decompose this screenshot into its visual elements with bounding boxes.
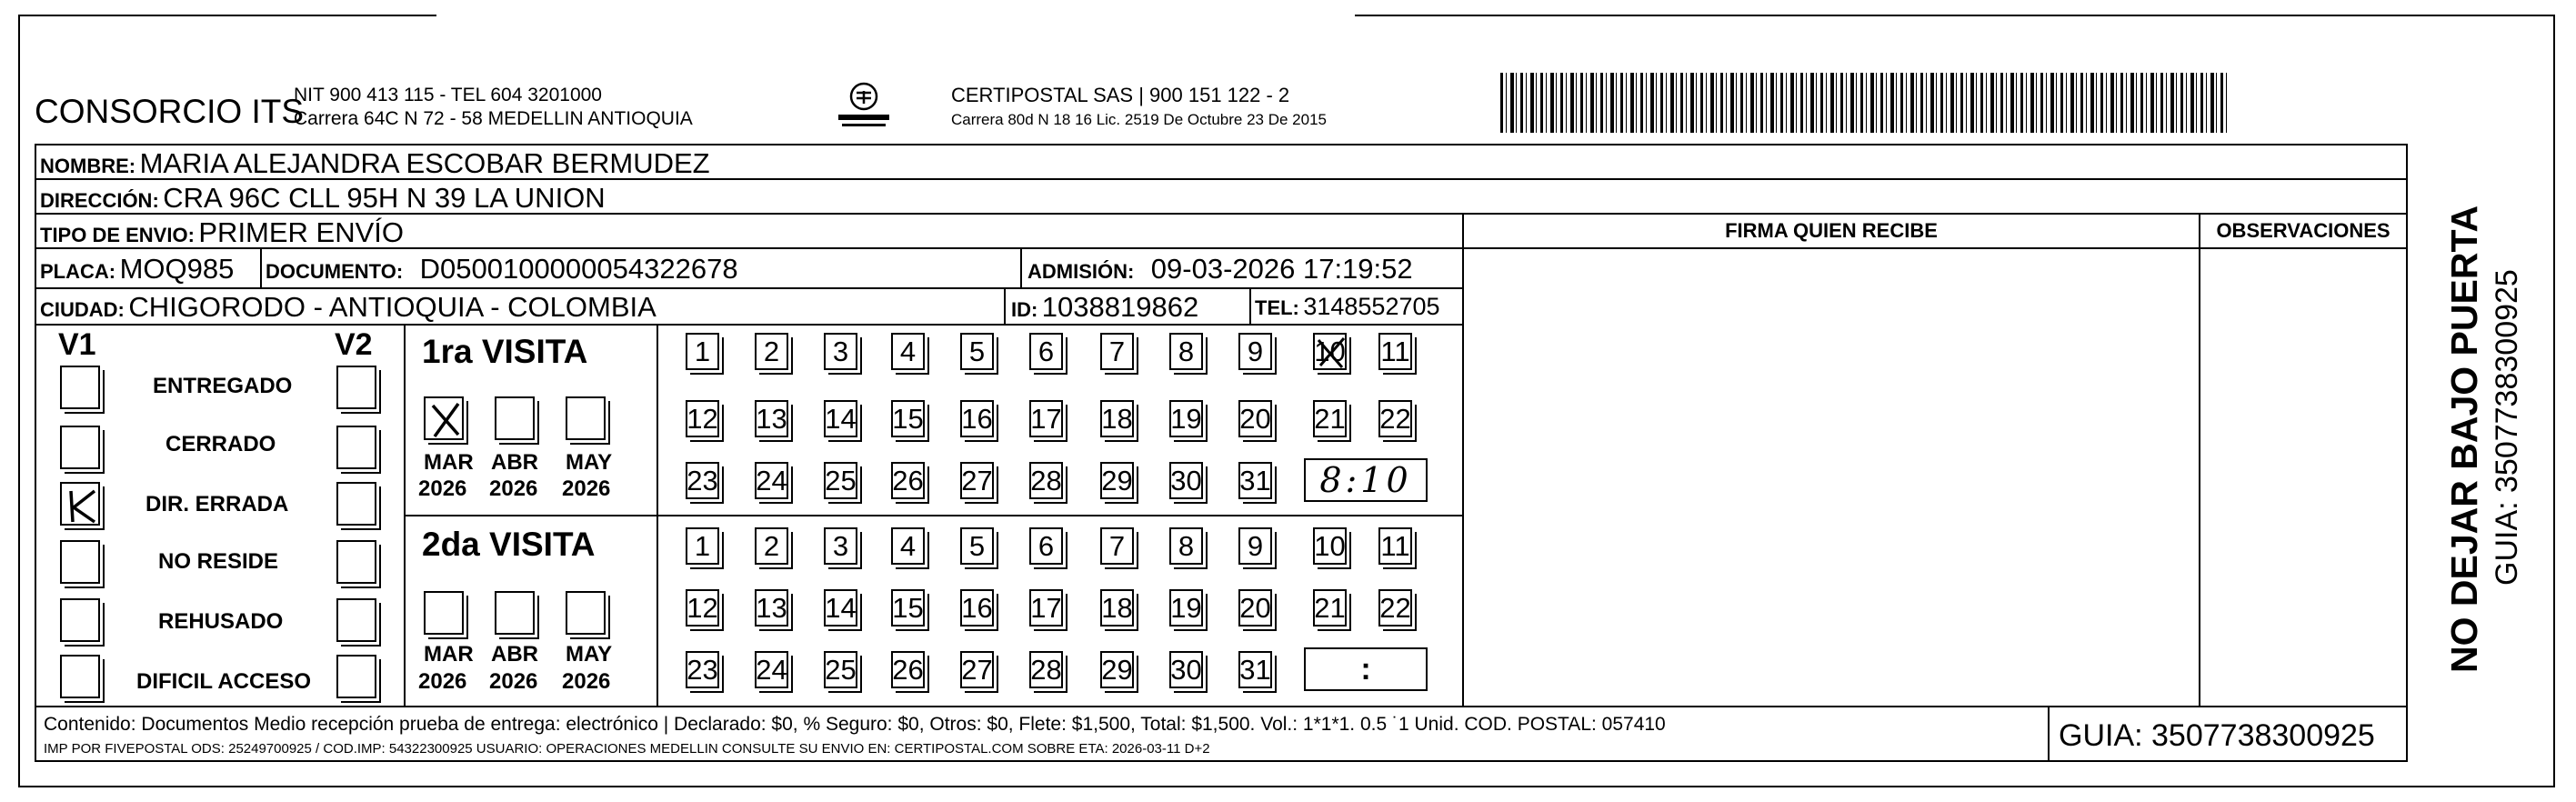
second-visit-day-16[interactable]: 16 [960,589,994,627]
visit-divider [404,515,1464,516]
company-name: CONSORCIO ITS [35,93,305,130]
second-visit-day-31[interactable]: 31 [1238,651,1272,688]
v2-checkbox-entregado[interactable] [336,366,376,409]
documento-cell [266,255,738,283]
second-visit-day-17[interactable]: 17 [1029,589,1063,627]
first-visit-day-13[interactable]: 13 [755,400,788,437]
second-visit-day-14[interactable]: 14 [824,589,857,627]
first-visit-day-3[interactable]: 3 [824,333,857,370]
second-visit-day-27[interactable]: 27 [960,651,994,688]
first-visit-day-8[interactable]: 8 [1169,333,1203,370]
placa-value: MOQ985 [119,253,235,285]
first-visit-day-24[interactable]: 24 [755,462,788,499]
ciudad-value: CHIGORODO - ANTIOQUIA - COLOMBIA [128,291,657,323]
observaciones-header: OBSERVACIONES [2216,219,2391,242]
first-visit-title: 1ra VISITA [422,333,588,370]
first-visit-day-6[interactable]: 6 [1029,333,1063,370]
first-visit-day-12[interactable]: 12 [686,400,719,437]
second-visit-day-23[interactable]: 23 [686,651,719,688]
second-visit-month-abr[interactable] [495,591,535,635]
second-visit-day-21[interactable]: 21 [1313,589,1347,627]
cell-divider [1004,287,1006,324]
check-mark-icon [426,398,466,442]
first-visit-day-28[interactable]: 28 [1029,462,1063,499]
first-visit-day-7[interactable]: 7 [1100,333,1134,370]
first-visit-day-4[interactable]: 4 [891,333,925,370]
footer-contents: Contenido: Documentos Medio recepción prueba de entrega: electrónico | Declarado: $0, % Seguro: $0, Otros: $0, Flete: $1,500, Total: $1,500. Vol.: 1*1*1. 0.5 ˙1 Unid. COD. POSTAL: 057410 [44,714,1666,735]
admision-value: 09-03-2026 17:19:52 [1150,253,1413,285]
cell-divider [1020,247,1022,287]
first-visit-day-5[interactable]: 5 [960,333,994,370]
first-month-may: MAY [566,450,613,475]
first-month-mar: MAR [424,450,474,475]
footer-top-line [35,706,2408,707]
direccion-row [40,184,606,212]
direccion-value: CRA 96C CLL 95H N 39 LA UNION [163,182,606,214]
courier-address: Carrera 80d N 18 16 Lic. 2519 De Octubre 23 De 2015 [951,111,1327,128]
second-visit-day-15[interactable]: 15 [891,589,925,627]
ciudad-label: CIUDAD: [40,298,125,321]
check-mark-icon [62,484,102,527]
footer-print-info: IMP POR FIVEPOSTAL ODS: 25249700925 / COD.IMP: 54322300925 USUARIO: OPERACIONES MEDELLIN CONSULTE SU ENVIO EN: CERTIPOSTAL.COM SOBRE ETA: 2026-03-11 D+2 [44,741,1210,757]
side-guia: GUIA: 3507738300925 [2490,269,2524,586]
second-visit-day-3[interactable]: 3 [824,527,857,565]
second-month-abr: ABR [491,642,538,667]
first-year-mar: 2026 [418,476,467,501]
v1-checkbox-entregado[interactable] [60,366,100,409]
second-visit-day-11[interactable]: 11 [1378,527,1412,565]
barcode [1500,73,2228,133]
second-year-abr: 2026 [489,669,538,694]
nombre-label: NOMBRE: [40,155,136,177]
second-visit-day-7[interactable]: 7 [1100,527,1134,565]
second-visit-month-may[interactable] [566,591,606,635]
first-visit-day-2[interactable]: 2 [755,333,788,370]
documento-label: DOCUMENTO: [266,260,404,283]
firma-header: FIRMA QUIEN RECIBE [1725,219,1938,242]
first-visit-month-abr[interactable] [495,396,535,440]
first-visit-day-27[interactable]: 27 [960,462,994,499]
v1-checkbox-dir-errada[interactable] [60,482,100,526]
second-visit-day-10[interactable]: 10 [1313,527,1347,565]
v2-checkbox-dificil-acceso[interactable] [336,655,376,698]
first-visit-day-19[interactable]: 19 [1169,400,1203,437]
first-visit-day-14[interactable]: 14 [824,400,857,437]
first-visit-day-18[interactable]: 18 [1100,400,1134,437]
first-visit-day-29[interactable]: 29 [1100,462,1134,499]
id-label: ID: [1011,298,1038,321]
company-address: Carrera 64C N 72 - 58 MEDELLIN ANTIOQUIA [294,108,693,129]
second-year-mar: 2026 [418,669,467,694]
side-notice: NO DEJAR BAJO PUERTA [2443,205,2485,673]
admision-label: ADMISIÓN: [1027,260,1135,283]
second-visit-day-19[interactable]: 19 [1169,589,1203,627]
second-visit-day-25[interactable]: 25 [824,651,857,688]
tipo-row [40,218,404,246]
second-month-may: MAY [566,642,613,667]
first-visit-day-20[interactable]: 20 [1238,400,1272,437]
second-visit-day-6[interactable]: 6 [1029,527,1063,565]
top-edge [18,15,436,16]
first-month-abr: ABR [491,450,538,475]
first-visit-day-21[interactable]: 21 [1313,400,1347,437]
ciudad-cell [40,293,657,321]
tel-label: TEL: [1255,296,1299,319]
status-rehusado: REHUSADO [158,609,284,634]
footer-bottom-line [35,760,2408,762]
row-line [1464,247,2408,249]
first-visit-day-23[interactable]: 23 [686,462,719,499]
v2-checkbox-no-reside[interactable] [336,540,376,584]
first-visit-day-15[interactable]: 15 [891,400,925,437]
check-mark-icon [1315,335,1348,372]
second-visit-day-26[interactable]: 26 [891,651,925,688]
second-visit-day-29[interactable]: 29 [1100,651,1134,688]
row-line [35,324,1464,326]
footer-divider [2048,706,2050,762]
main-left-border [35,144,36,762]
nombre-row [40,149,710,177]
first-visit-day-31[interactable]: 31 [1238,462,1272,499]
first-visit-day-17[interactable]: 17 [1029,400,1063,437]
status-entregado: ENTREGADO [153,374,293,398]
first-visit-day-1[interactable]: 1 [686,333,719,370]
first-visit-day-26[interactable]: 26 [891,462,925,499]
v2-checkbox-cerrado[interactable] [336,426,376,469]
status-cerrado: CERRADO [165,432,276,456]
id-cell [1011,293,1198,321]
placa-label: PLACA: [40,260,116,283]
v2-checkbox-dir-errada[interactable] [336,482,376,526]
second-visit-day-2[interactable]: 2 [755,527,788,565]
second-visit-day-28[interactable]: 28 [1029,651,1063,688]
second-year-may: 2026 [562,669,611,694]
second-visit-day-30[interactable]: 30 [1169,651,1203,688]
second-visit-day-5[interactable]: 5 [960,527,994,565]
first-visit-month-mar[interactable] [424,396,464,440]
first-visit-day-9[interactable]: 9 [1238,333,1272,370]
first-visit-time: 8:10 [1319,460,1412,500]
nombre-value: MARIA ALEJANDRA ESCOBAR BERMUDEZ [139,147,710,179]
second-visit-day-4[interactable]: 4 [891,527,925,565]
status-no-reside: NO RESIDE [158,549,279,574]
v1-checkbox-no-reside[interactable] [60,540,100,584]
tel-value: 3148552705 [1303,293,1440,320]
id-value: 1038819862 [1041,291,1199,323]
cell-divider [1249,287,1251,324]
cell-divider [260,247,262,287]
second-visit-title: 2da VISITA [422,526,596,563]
company-nit: NIT 900 413 115 - TEL 604 3201000 [294,85,602,105]
second-visit-day-1[interactable]: 1 [686,527,719,565]
second-visit-day-22[interactable]: 22 [1378,589,1412,627]
v2-label: V2 [335,327,373,362]
row-line [35,144,2408,145]
second-visit-day-24[interactable]: 24 [755,651,788,688]
admision-cell [1027,255,1413,283]
second-visit-month-mar[interactable] [424,591,464,635]
second-visit-day-18[interactable]: 18 [1100,589,1134,627]
first-visit-day-22[interactable]: 22 [1378,400,1412,437]
footer-guia: GUIA: 3507738300925 [2059,718,2375,753]
certipostal-logo [835,80,893,133]
status-dificil-acceso: DIFICIL ACCESO [136,669,312,694]
second-visit-day-8[interactable]: 8 [1169,527,1203,565]
v2-checkbox-rehusado[interactable] [336,598,376,642]
second-visit-time: : [1360,652,1371,687]
second-visit-day-13[interactable]: 13 [755,589,788,627]
v1-checkbox-dificil-acceso[interactable] [60,655,100,698]
first-visit-day-16[interactable]: 16 [960,400,994,437]
documento-value: D0500100000054322678 [419,253,738,285]
obs-divider [2199,213,2200,707]
v1-label: V1 [58,327,96,362]
v1-checkbox-cerrado[interactable] [60,426,100,469]
first-visit-time-box[interactable] [1304,458,1428,502]
second-visit-day-12[interactable]: 12 [686,589,719,627]
main-right-border [2406,144,2408,762]
first-visit-day-11[interactable]: 11 [1378,333,1412,370]
second-visit-time-box[interactable] [1304,647,1428,691]
tipo-value: PRIMER ENVÍO [198,216,405,248]
first-visit-day-25[interactable]: 25 [824,462,857,499]
courier-name: CERTIPOSTAL SAS | 900 151 122 - 2 [951,84,1290,106]
tel-cell [1255,295,1440,319]
firma-divider [1462,213,1464,707]
top-edge-right [1355,15,2555,16]
first-visit-month-may[interactable] [566,396,606,440]
second-visit-day-20[interactable]: 20 [1238,589,1272,627]
v1-checkbox-rehusado[interactable] [60,598,100,642]
status-dir-errada: DIR. ERRADA [145,492,289,516]
placa-cell [40,255,234,283]
first-year-may: 2026 [562,476,611,501]
first-visit-day-10[interactable]: 10 [1313,333,1347,370]
first-visit-day-30[interactable]: 30 [1169,462,1203,499]
direccion-label: DIRECCIÓN: [40,189,159,212]
tipo-label: TIPO DE ENVIO: [40,224,195,246]
first-year-abr: 2026 [489,476,538,501]
second-month-mar: MAR [424,642,474,667]
second-visit-day-9[interactable]: 9 [1238,527,1272,565]
